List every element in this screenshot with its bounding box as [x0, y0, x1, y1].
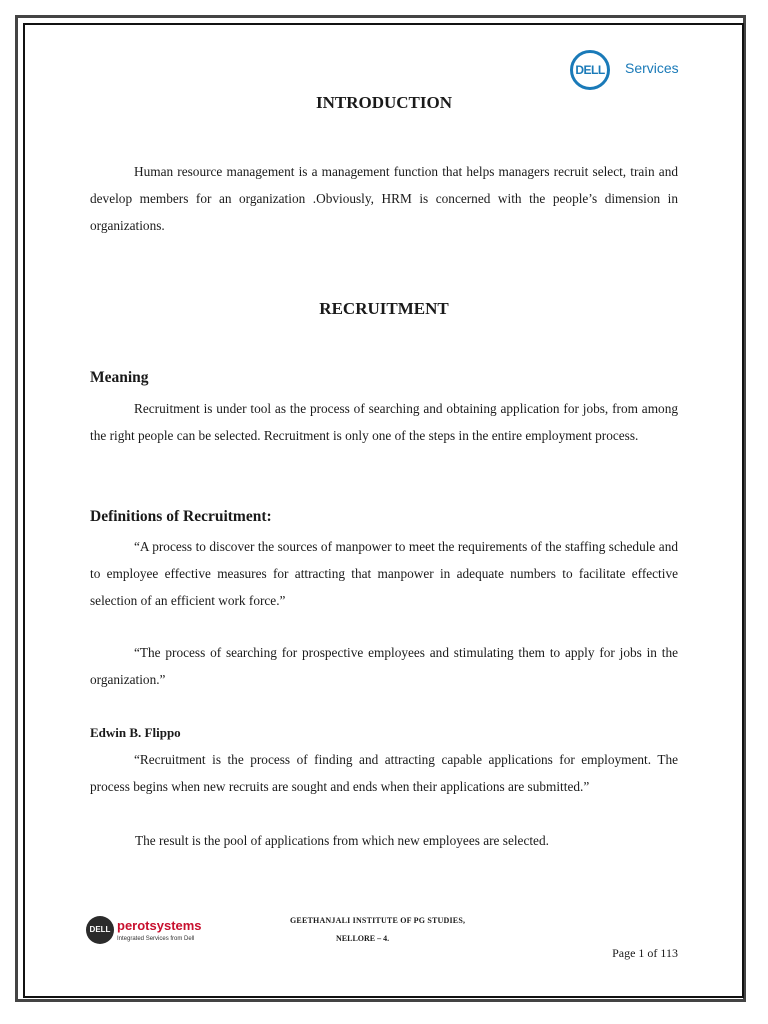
definitions-heading: Definitions of Recruitment: — [90, 508, 272, 525]
introduction-paragraph — [90, 158, 678, 239]
definition-1-text: “A process to discover the sources of manpower to meet the requirements of the staffing schedule and to employee effective measures for attracting that manpower in adequate numbers to facilitate effective selection of an efficient work force.” — [90, 539, 678, 608]
result-line: The result is the pool of applications from which new employees are selected. — [135, 833, 549, 848]
introduction-heading: INTRODUCTION — [315, 93, 453, 112]
footer-institute: GEETHANJALI INSTITUTE OF PG STUDIES, — [290, 916, 466, 925]
perot-tagline: Integrated Services from Dell — [117, 936, 195, 942]
definition-2-text: “The process of searching for prospective employees and stimulating them to apply for jobs in the organization.” — [90, 645, 678, 687]
meaning-heading: Meaning — [90, 369, 149, 386]
dell-badge-icon: DELL — [86, 916, 114, 944]
author-heading: Edwin B. Flippo — [90, 725, 181, 740]
introduction-text: Human resource management is a management function that helps managers recruit select, train and develop members for an organization .Obviously, HRM is concerned with the people’s dimension in organizations. — [90, 164, 678, 233]
page-number: Page 1 of 113 — [612, 946, 678, 960]
recruitment-heading: RECRUITMENT — [319, 299, 449, 318]
footer-city: NELLORE – 4. — [336, 934, 390, 943]
author-quote-text: “Recruitment is the process of finding and attracting capable applications for employment. The process begins when new recruits are sought and ends when their applications are submitted.” — [90, 752, 678, 794]
perot-systems-logo — [86, 914, 206, 954]
services-label: Services — [625, 60, 679, 76]
dell-logo-icon: DELL — [570, 50, 610, 90]
perot-name: perotsystems — [117, 918, 202, 933]
dell-services-logo — [570, 50, 680, 90]
author-quote-paragraph — [90, 746, 678, 800]
meaning-paragraph — [90, 395, 678, 449]
definition-1-paragraph — [90, 533, 678, 614]
definition-2-paragraph — [90, 639, 678, 693]
meaning-text: Recruitment is under tool as the process of searching and obtaining application for jobs, from among the right people can be selected. Recruitment is only one of the steps in the entire employment process. — [90, 401, 678, 443]
